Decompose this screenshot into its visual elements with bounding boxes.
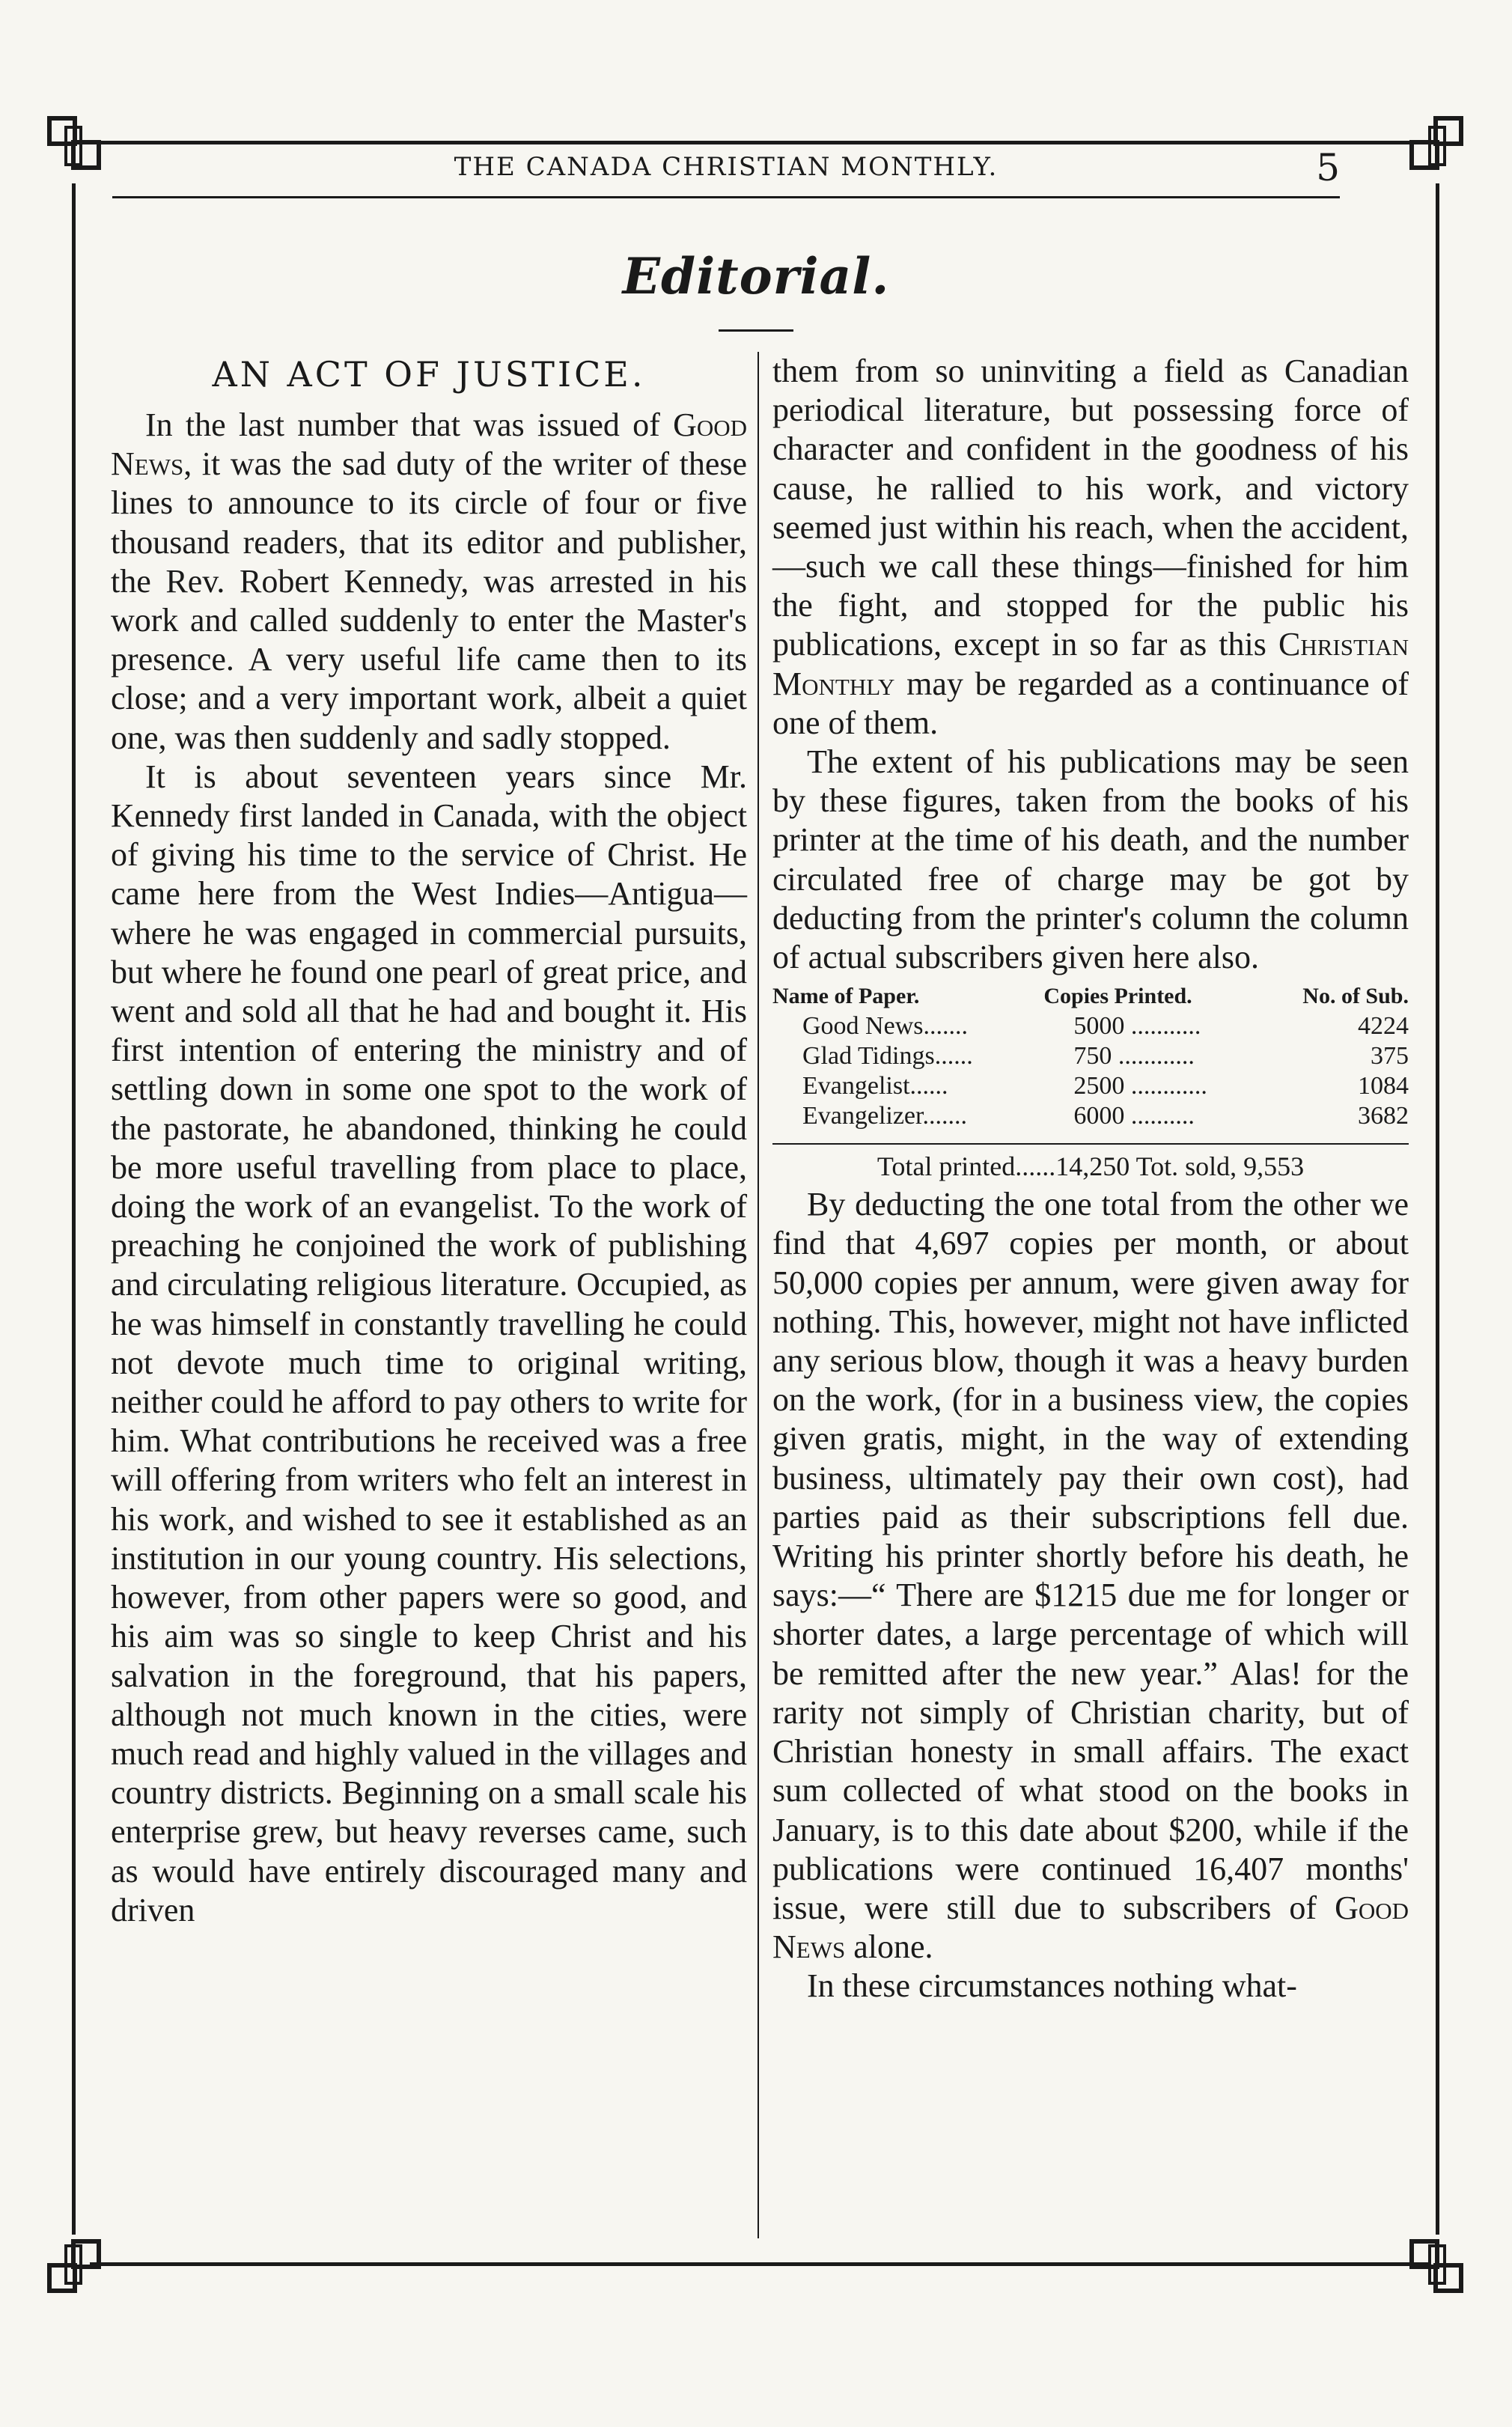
right-paragraph-1: them from so uninviting a field as Canadian periodical literature, but possessing force of character and confident in the goodness of his cause, he rallied to his work, and victory seemed just within his reach, when the accident,—such we call these things—finished for him the fight, and stopped for the public his publications, except in so far as this Christian Monthly may be regarded as a continuance of one of them. [772, 353, 1409, 741]
right-paragraph-3: By deducting the one total from the other we find that 4,697 copies per month, or about 50,000 copies per annum, were given away for nothing. This, however, might not have inflicted any serious blow, though it was a heavy burden on the work, (for in a business view, the copies given gratis, might, in the way of extending business, ultimately pay their own cost), had parties paid as their subscriptions fell due. Writing his printer shortly before his death, he says:—“ There are $1215 due me for longer or shorter dates, a large percentage of which will be remitted after the new year.” Alas! for the rarity not simply of Christian charity, but of Christian honesty in small affairs. The exact sum collected of what stood on the books in January, is to this date about $200, while if the publications were continued 16,407 months' issue, were still due to subscribers of Good News alone. [772, 1186, 1409, 1966]
table-row: Good News....... 5000 ........... 4224 [802, 1012, 1409, 1041]
title-underline [719, 329, 793, 332]
corner-ornament-bottom-left [43, 2231, 111, 2298]
corner-ornament-top-left [43, 112, 111, 180]
article-title: AN ACT OF JUSTICE. [212, 354, 646, 395]
table-header-subs: No. of Sub. [1302, 984, 1409, 1009]
christian-monthly-title: Christian Monthly [772, 626, 1409, 702]
good-news-title: Good News [111, 406, 747, 483]
table-row: Glad Tidings...... 750 ............ 375 [802, 1042, 1409, 1071]
frame-left-rule [72, 183, 76, 2235]
frame-right-rule [1436, 183, 1439, 2235]
table-row: Evangelizer....... 6000 .......... 3682 [802, 1102, 1409, 1130]
running-title: THE CANADA CHRISTIAN MONTHLY. [454, 152, 999, 182]
table-total: Total printed......14,250 Tot. sold, 9,553 [772, 1143, 1409, 1185]
table-row: Evangelist...... 2500 ............ 1084 [802, 1072, 1409, 1100]
section-title: Editorial. [622, 247, 890, 305]
corner-ornament-top-right [1401, 112, 1469, 180]
corner-ornament-bottom-right [1401, 2231, 1469, 2298]
frame-bottom-rule [90, 2262, 1430, 2266]
publications-table [772, 981, 1409, 1131]
right-paragraph-4: In these circumstances nothing what- [807, 1967, 1297, 2005]
table-header-name: Name of Paper. [772, 984, 920, 1009]
frame-top-rule [90, 141, 1430, 144]
page-header [112, 146, 1340, 191]
header-rule [112, 196, 1340, 198]
left-paragraph-1: In the last number that was issued of Good News, it was the sad duty of the writer of these lines to announce to its circle of four or five thousand readers, that its editor and publisher, the Rev. Robert Kennedy, was arrested in his work and called suddenly to enter the Master's presence. A very useful life came then to its close; and a very important work, albeit a quiet one, was then suddenly and sadly stopped. [111, 406, 747, 756]
left-paragraph-2: It is about seventeen years since Mr. Kennedy first landed in Canada, with the object of giving his time to the service of Christ. He came here from the West Indies—Antigua—where he was engaged in commercial pursuits, but where he found one pearl of great price, and went and sold all that he had and bought it. His first intention of entering the ministry and of settling down in some one spot to the work of the pastorate, he abandoned, thinking he could be more useful travelling from place to place, doing the work of an evangelist. To the work of preaching he conjoined the work of publishing and circulating religious literature. Occupied, as he was himself in constantly travelling he could not devote much time to original writing, neither could he afford to pay others to write for him. What contributions he received was a free will offering from writers who felt an interest in his work, and wished to see it established as an institution in our young country. His selections, however, from other papers were so good, and his aim was so single to keep Christ and his salvation in the foreground, that his papers, although not much known in the cities, were much read and highly valued in the villages and country districts. Beginning on a small scale his enterprise grew, but heavy reverses came, such as would have entirely discouraged many and driven [111, 758, 747, 1928]
left-column [111, 352, 747, 1930]
page-number: 5 [1316, 146, 1340, 189]
column-divider [757, 352, 759, 2238]
table-header-row [772, 981, 1409, 1011]
right-column [772, 352, 1409, 2006]
right-paragraph-2: The extent of his publications may be seen by these figures, taken from the books of his printer at the time of his death, and the number circulated free of charge may be got by deducting from the printer's column the column of actual subscribers given here also. [772, 743, 1409, 976]
table-header-printed: Copies Printed. [1043, 984, 1192, 1009]
